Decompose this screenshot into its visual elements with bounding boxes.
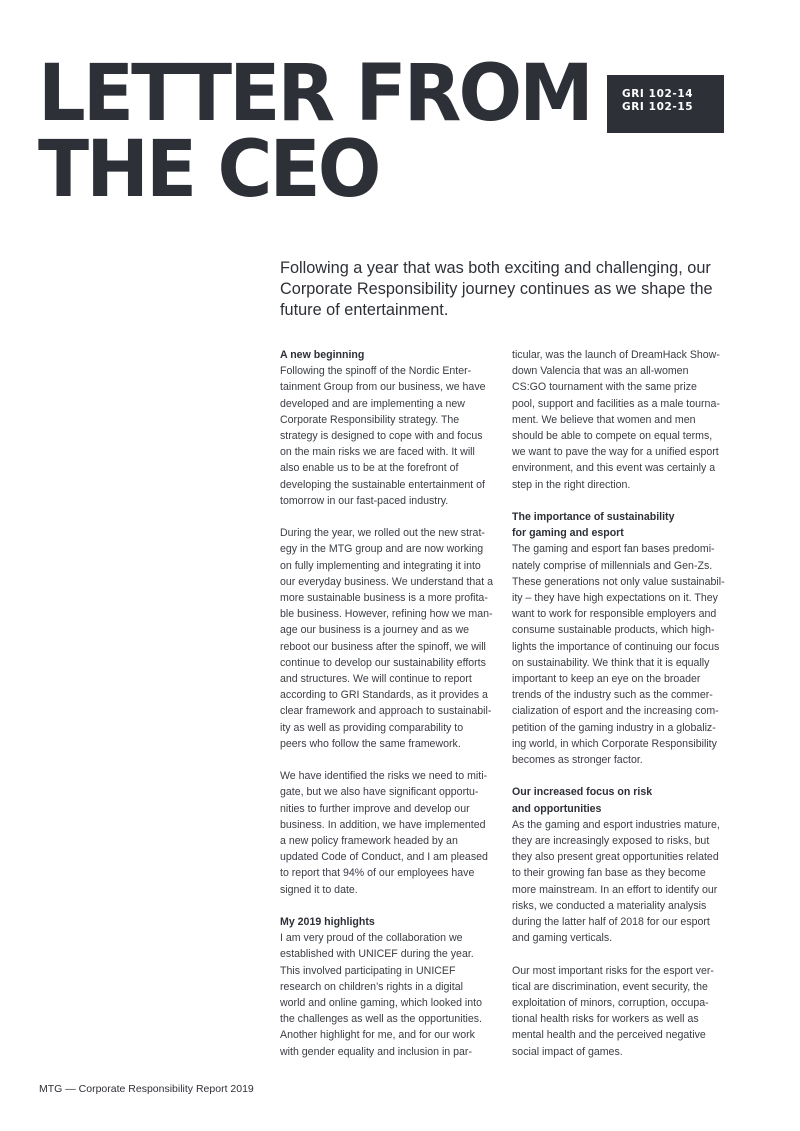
paragraph-dreamhack bbox=[512, 347, 764, 493]
text-line: tional health risks for workers as well as bbox=[512, 1013, 699, 1026]
text-line: ment. We believe that women and men bbox=[512, 413, 696, 426]
text-line: we want to pave the way for a unified esport bbox=[512, 446, 719, 459]
text-line: a new policy framework headed by an bbox=[280, 835, 458, 848]
text-line: and structures. We will continue to report bbox=[280, 673, 472, 686]
gri-reference-1: GRI 102-14 bbox=[622, 88, 694, 100]
text-line: ity as well as providing comparability to bbox=[280, 721, 464, 734]
text-line: they are increasingly exposed to risks, but bbox=[512, 835, 710, 848]
gri-reference-badge bbox=[607, 75, 724, 133]
text-line: nately comprise of millennials and Gen-Zs. bbox=[512, 559, 713, 572]
page-title bbox=[38, 49, 591, 215]
text-line: exploitation of minors, corruption, occupa- bbox=[512, 997, 709, 1010]
text-line: peers who follow the same framework. bbox=[280, 737, 461, 750]
text-line: reboot our business after the spinoff, we will bbox=[280, 640, 486, 653]
text-line: developing the sustainable entertainment of bbox=[280, 478, 485, 491]
text-line: established with UNICEF during the year. bbox=[280, 948, 474, 961]
section-importance-of-sustainability bbox=[512, 509, 764, 768]
page-title-line-1: LETTER FROM bbox=[38, 49, 591, 139]
text-line: age our business is a journey and as we bbox=[280, 624, 470, 637]
text-line: Following the spinoff of the Nordic Enter- bbox=[280, 365, 472, 378]
section-heading: My 2019 highlights bbox=[280, 916, 375, 929]
section-heading: A new beginning bbox=[280, 349, 365, 361]
text-line: ble business. However, refining how we man- bbox=[280, 608, 493, 621]
section-2019-highlights bbox=[280, 914, 502, 1060]
text-line: We have identified the risks we need to miti- bbox=[280, 770, 488, 783]
text-line: our everyday business. We understand that a bbox=[280, 575, 493, 588]
text-line: gate, but we also have significant opportu- bbox=[280, 786, 479, 799]
text-line: These generations not only value sustainabil- bbox=[512, 575, 725, 588]
text-line: more sustainable business is a more profita- bbox=[280, 592, 488, 605]
text-line: should be able to compete on equal terms, bbox=[512, 430, 713, 443]
lead-paragraph: Following a year that was both exciting and challenging, our Corporate Responsibility journey continues as we shape the future of entertainment. bbox=[280, 259, 713, 319]
text-line: research on children’s rights in a digital bbox=[280, 980, 463, 993]
text-line: CS:GO tournament with the same prize bbox=[512, 381, 697, 394]
section-new-beginning bbox=[280, 347, 502, 509]
text-line: on sustainability. We think that it is equally bbox=[512, 656, 710, 669]
left-column bbox=[280, 347, 502, 1076]
text-line: Corporate Responsibility strategy. The bbox=[280, 413, 460, 426]
paragraph-strategy-rollout bbox=[280, 525, 502, 752]
text-line: The gaming and esport fan bases predomi- bbox=[512, 543, 715, 556]
section-heading: The importance of sustainability bbox=[512, 511, 675, 524]
paragraph-esport-risks bbox=[512, 963, 764, 1060]
text-line: developed and are implementing a new bbox=[280, 397, 465, 410]
text-line: lights the importance of continuing our focus bbox=[512, 640, 720, 653]
text-line: During the year, we rolled out the new strat- bbox=[280, 527, 485, 540]
text-line: social impact of games. bbox=[512, 1045, 623, 1058]
text-line: petition of the gaming industry in a globaliz- bbox=[512, 721, 716, 734]
text-line: ing world, in which Corporate Responsibility bbox=[512, 737, 717, 750]
text-line: want to work for responsible employers and bbox=[512, 608, 717, 621]
text-line: risks, we conducted a materiality analysis bbox=[512, 899, 707, 912]
text-line: world and online gaming, which looked into bbox=[280, 997, 482, 1010]
text-line: environment, and this event was certainly a bbox=[512, 462, 716, 475]
text-line: also enable us to be at the forefront of bbox=[280, 462, 459, 475]
text-line: signed it to date. bbox=[280, 883, 358, 896]
text-line: I am very proud of the collaboration we bbox=[280, 932, 463, 945]
text-line: clear framework and approach to sustainabil- bbox=[280, 705, 492, 718]
text-line: tainment Group from our business, we have bbox=[280, 381, 486, 394]
text-line: strategy is designed to cope with and focus bbox=[280, 430, 483, 443]
section-heading: and opportunities bbox=[512, 802, 602, 815]
text-line: more mainstream. In an effort to identify our bbox=[512, 883, 718, 896]
text-line: updated Code of Conduct, and I am pleased bbox=[280, 851, 488, 864]
text-line: As the gaming and esport industries mature, bbox=[512, 818, 720, 831]
text-line: the challenges as well as the opportunities. bbox=[280, 1013, 482, 1026]
text-line: Another highlight for me, and for our work bbox=[280, 1029, 475, 1042]
text-line: according to GRI Standards, as it provides a bbox=[280, 689, 488, 702]
text-line: business. In addition, we have implemented bbox=[280, 818, 486, 831]
text-line: cialization of esport and the increasing com- bbox=[512, 705, 719, 718]
text-line: Our most important risks for the esport ver- bbox=[512, 964, 714, 977]
text-line: they also present great opportunities related bbox=[512, 851, 719, 864]
text-line: down Valencia that was an all-women bbox=[512, 365, 689, 378]
page-title-line-2: THE CEO bbox=[38, 125, 379, 215]
section-risk-and-opportunities bbox=[512, 784, 764, 946]
text-line: ity – they have high expectations on it. They bbox=[512, 592, 718, 605]
page-footer: MTG — Corporate Responsibility Report 2019 bbox=[39, 1083, 254, 1095]
text-line: ticular, was the launch of DreamHack Show- bbox=[512, 349, 720, 361]
text-line: step in the right direction. bbox=[512, 478, 631, 491]
section-heading: Our increased focus on risk bbox=[512, 786, 653, 799]
text-line: on the main risks we are faced with. It will bbox=[280, 446, 475, 459]
gri-reference-2: GRI 102-15 bbox=[622, 101, 694, 113]
text-line: nities to further improve and develop our bbox=[280, 802, 470, 815]
text-line: egy in the MTG group and are now working bbox=[280, 543, 484, 556]
text-line: to report that 94% of our employees have bbox=[280, 867, 475, 880]
text-line: to their growing fan base as they become bbox=[512, 867, 706, 880]
text-line: with gender equality and inclusion in par- bbox=[280, 1045, 472, 1058]
text-line: trends of the industry such as the commer- bbox=[512, 689, 713, 702]
paragraph-risks-policy bbox=[280, 768, 502, 898]
section-heading: for gaming and esport bbox=[512, 527, 624, 540]
text-line: pool, support and facilities as a male tourna- bbox=[512, 397, 720, 410]
text-line: This involved participating in UNICEF bbox=[280, 964, 456, 977]
text-line: important to keep an eye on the broader bbox=[512, 673, 701, 686]
text-line: mental health and the perceived negative bbox=[512, 1029, 706, 1042]
text-line: on fully implementing and integrating it into bbox=[280, 559, 481, 572]
text-line: becomes as stronger factor. bbox=[512, 754, 643, 767]
text-line: continue to develop our sustainability efforts bbox=[280, 656, 486, 669]
text-line: tical are discrimination, event security, the bbox=[512, 980, 708, 993]
text-line: consume sustainable products, which high- bbox=[512, 624, 715, 637]
text-line: during the latter half of 2018 for our esport bbox=[512, 916, 710, 929]
right-column bbox=[512, 347, 764, 1076]
text-line: and gaming verticals. bbox=[512, 932, 613, 945]
text-line: tomorrow in our fast-paced industry. bbox=[280, 494, 449, 507]
